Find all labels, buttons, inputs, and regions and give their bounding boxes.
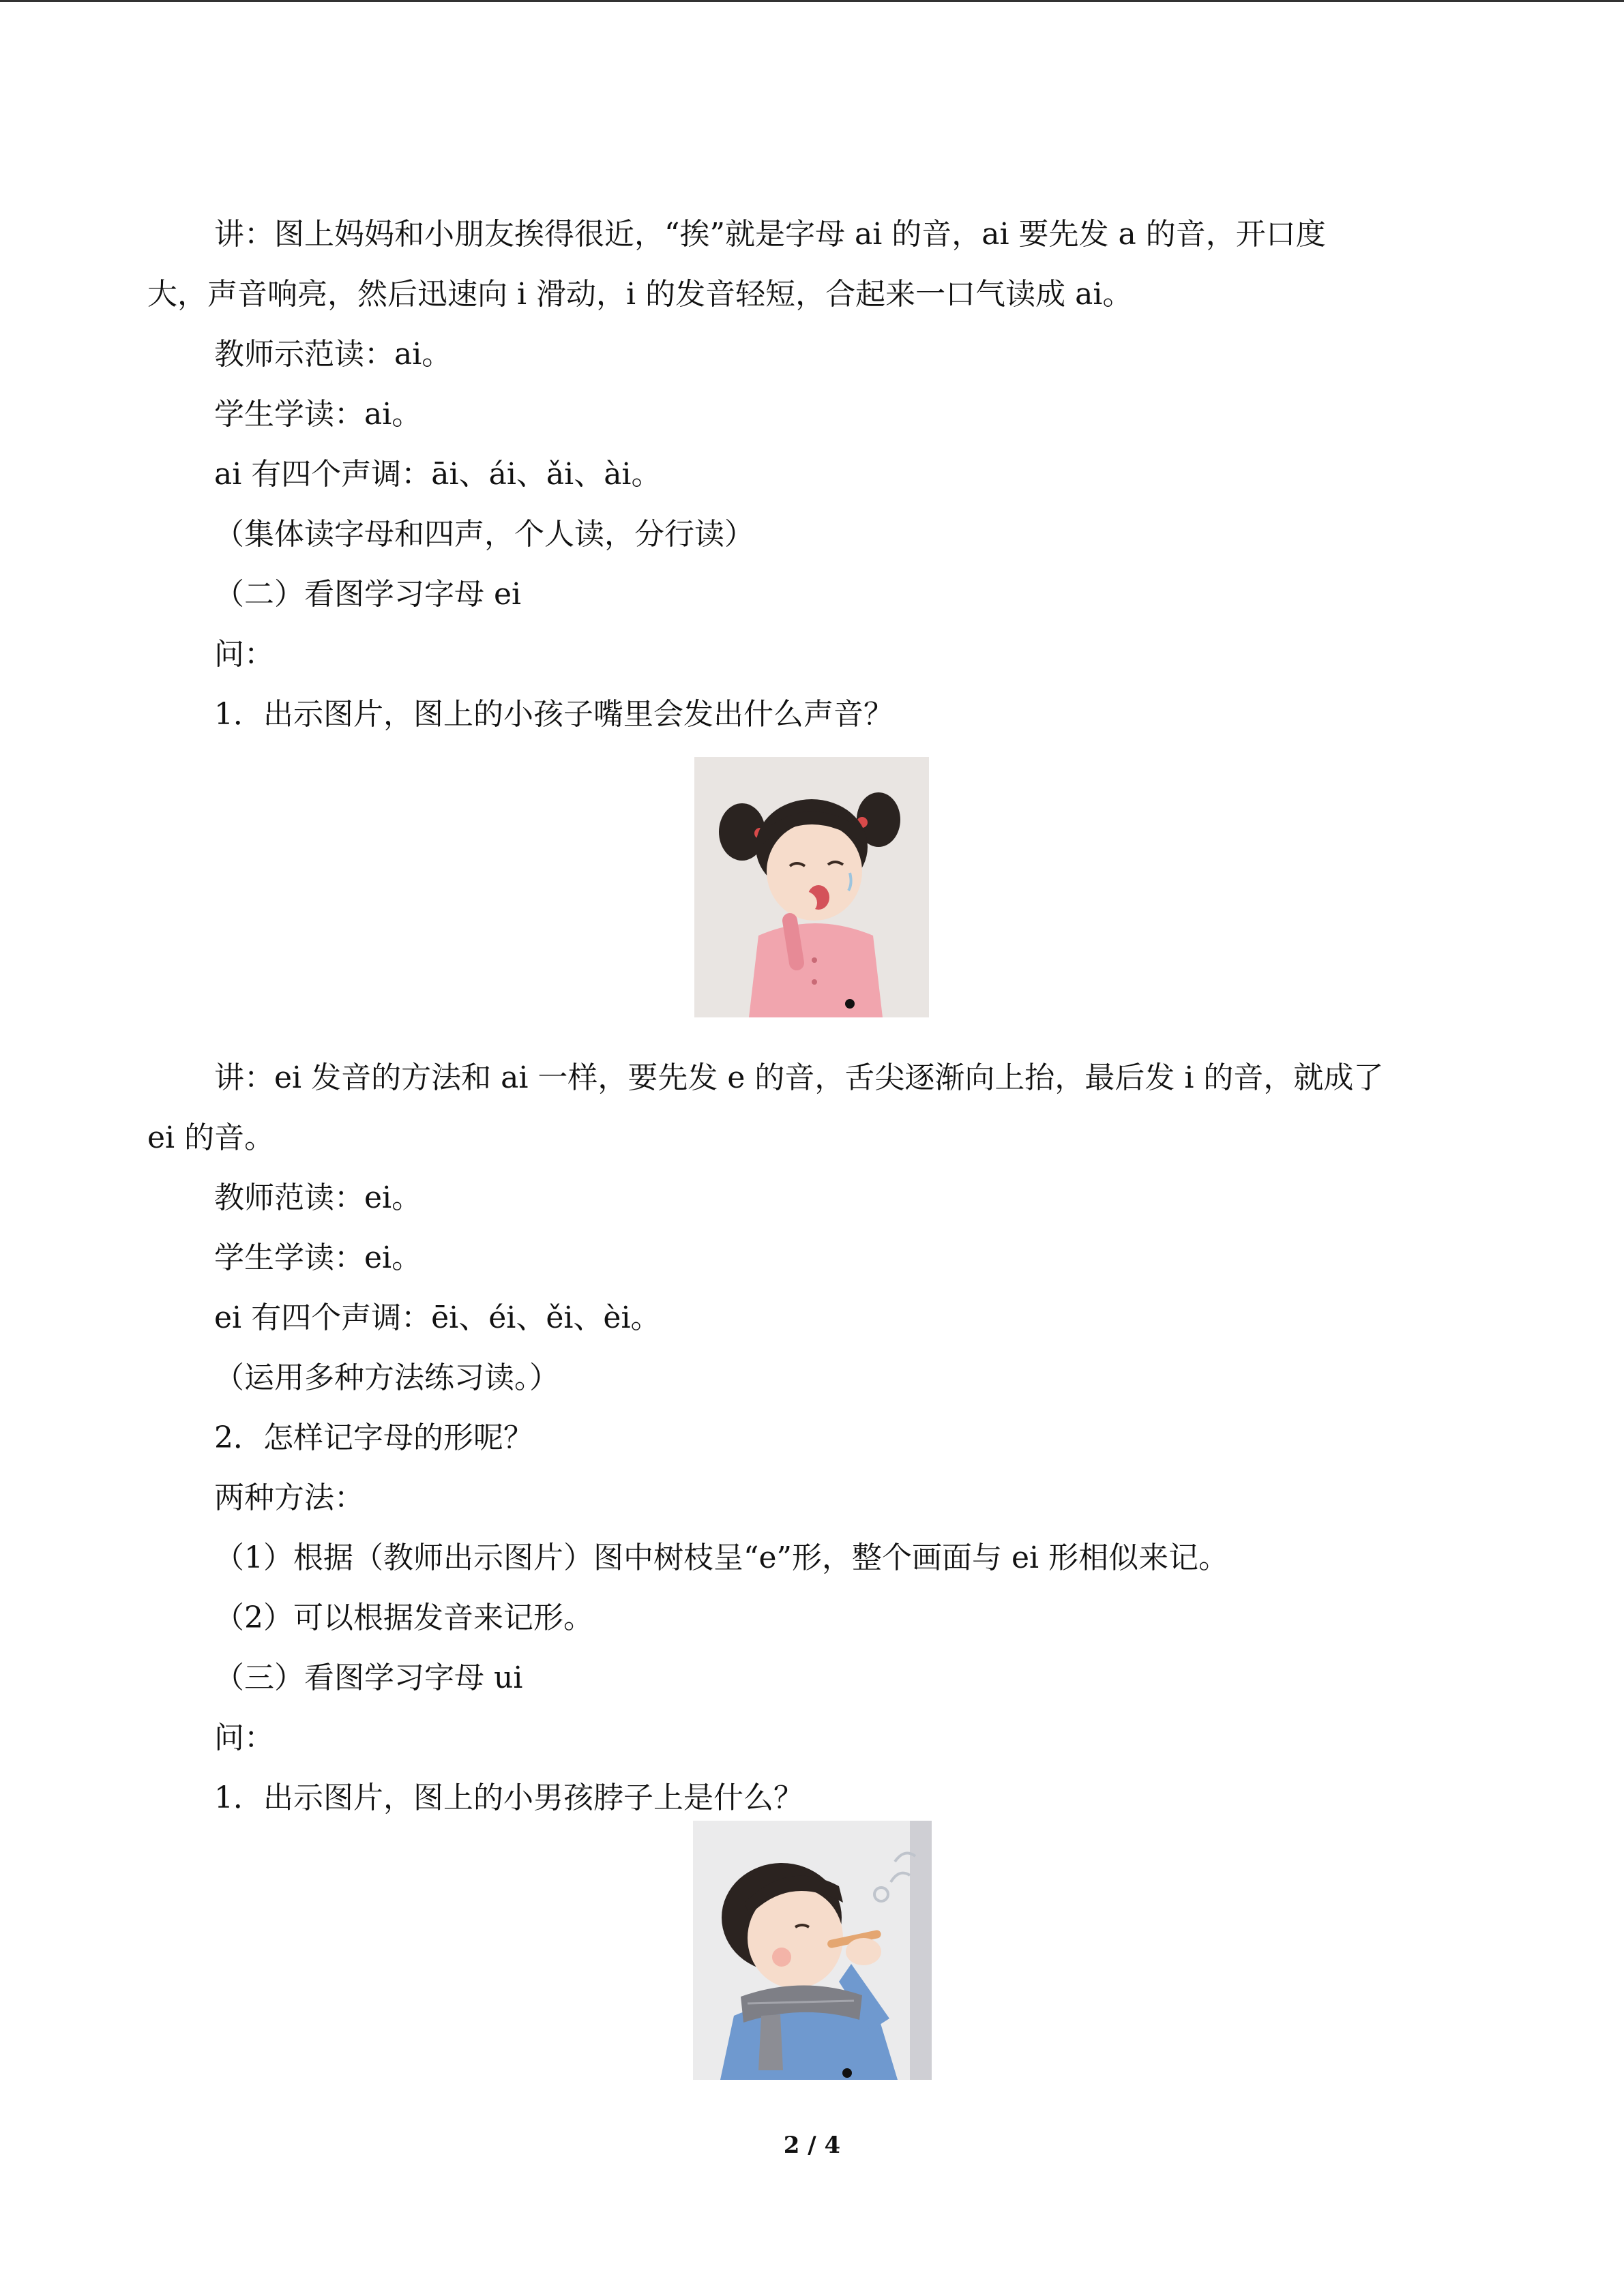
paragraph-line: 学生学读：ai。 <box>214 397 422 432</box>
section-heading: （二）看图学习字母 ei <box>214 577 522 612</box>
boy-with-scarf-image <box>693 1821 932 2080</box>
paragraph-line: 两种方法： <box>214 1480 364 1515</box>
paragraph-line: ei 有四个声调：ēi、éi、ěi、èi。 <box>214 1300 661 1335</box>
paragraph-line: 大，声音响亮，然后迅速向 i 滑动，i 的发音轻短，合起来一口气读成 ai。 <box>147 277 1133 312</box>
paragraph-line: 教师示范读：ai。 <box>214 337 452 372</box>
paragraph-line: 1．出示图片，图上的小孩子嘴里会发出什么声音？ <box>214 697 894 732</box>
section-heading: （三）看图学习字母 ui <box>214 1660 523 1695</box>
paragraph-line: ei 的音。 <box>147 1120 275 1155</box>
paragraph-line: 讲：图上妈妈和小朋友挨得很近，“挨”就是字母 ai 的音，ai 要先发 a 的音，开口度 <box>214 217 1326 252</box>
page-number: 2 / 4 <box>783 2132 841 2159</box>
top-border <box>0 0 1624 2</box>
paragraph-line: （2）可以根据发音来记形。 <box>214 1600 593 1635</box>
paragraph-line: 学生学读：ei。 <box>214 1240 422 1275</box>
paragraph-line: 1．出示图片，图上的小男孩脖子上是什么？ <box>214 1780 803 1815</box>
paragraph-line: 讲：ei 发音的方法和 ai 一样，要先发 e 的音，舌尖逐渐向上抬，最后发 i 的音，就成了 <box>214 1060 1384 1095</box>
paragraph-line: 问： <box>214 637 274 672</box>
paragraph-line: 教师范读：ei。 <box>214 1180 422 1215</box>
paragraph-line: （1）根据（教师出示图片）图中树枝呈“e”形，整个画面与 ei 形相似来记。 <box>214 1540 1229 1575</box>
paragraph-line: 问： <box>214 1720 274 1755</box>
paragraph-line: ai 有四个声调：āi、ái、ǎi、ài。 <box>214 457 662 492</box>
paragraph-line: 2．怎样记字母的形呢？ <box>214 1420 533 1455</box>
paragraph-line: （运用多种方法练习读。） <box>214 1360 559 1395</box>
girl-yawning-image <box>694 757 929 1017</box>
paragraph-line: （集体读字母和四声，个人读，分行读） <box>214 517 754 552</box>
